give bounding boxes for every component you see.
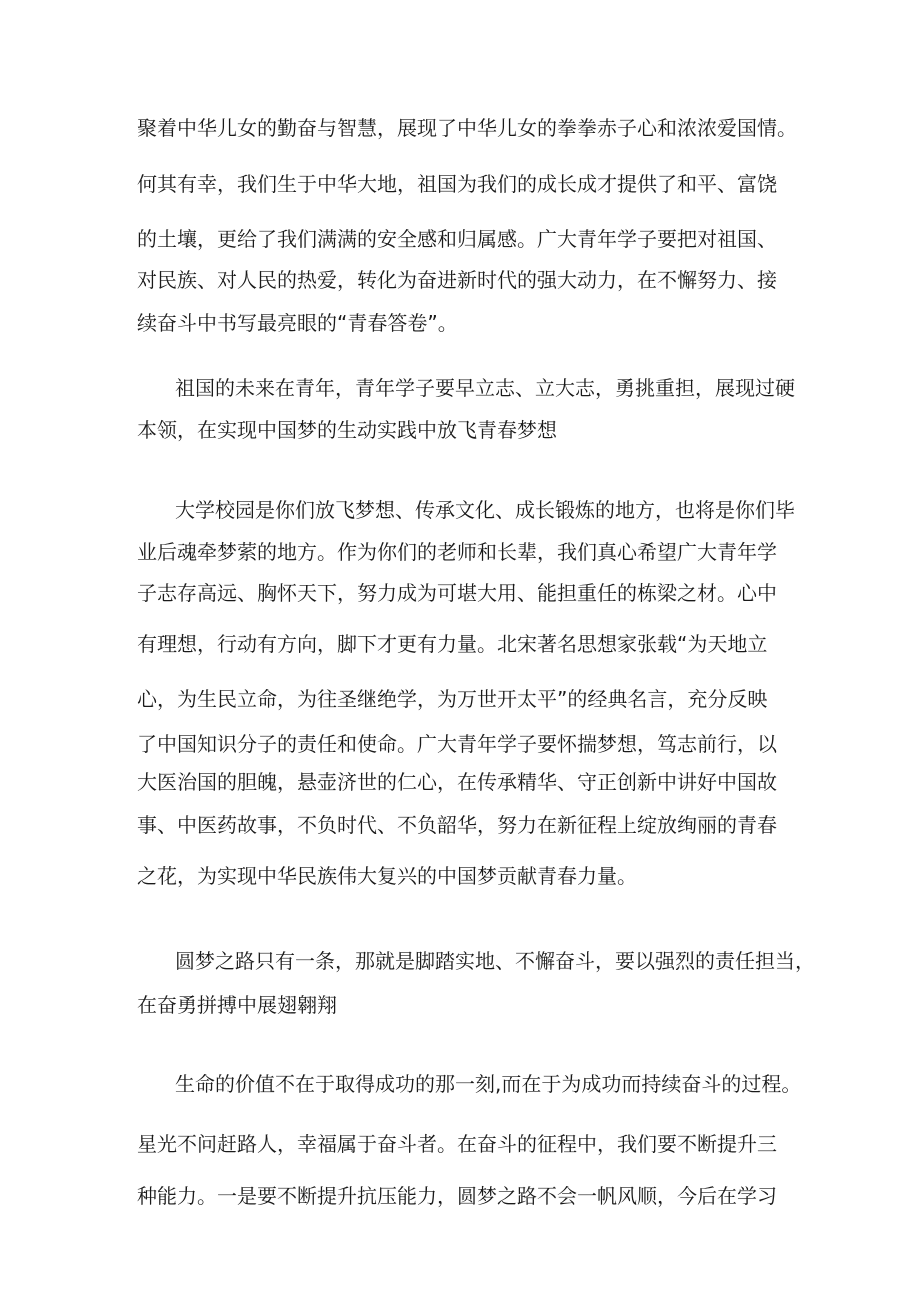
text-line: 续奋斗中书写最亮眼的“青春答卷”。 [137, 311, 458, 335]
section-heading-line: 在奋勇拼搏中展翅翱翔 [137, 993, 337, 1017]
section-heading-line: 圆梦之路只有一条，那就是脚踏实地、不懈奋斗，要以强烈的责任担当， [175, 949, 815, 973]
text-line: 何其有幸，我们生于中华大地，祖国为我们的成长成才提供了和平、富饶 [137, 172, 777, 196]
text-line: 子志存高远、胸怀天下，努力成为可堪大用、能担重任的栋梁之材。心中 [137, 581, 777, 605]
text-line: 对民族、对人民的热爱，转化为奋进新时代的强大动力，在不懈努力、接 [137, 268, 777, 292]
text-line: 生命的价值不在于取得成功的那一刻,而在于为成功而持续奋斗的过程。 [175, 1072, 802, 1096]
text-line: 业后魂牵梦萦的地方。作为你们的老师和长辈，我们真心希望广大青年学 [137, 540, 777, 564]
text-line: 了中国知识分子的责任和使命。广大青年学子要怀揣梦想，笃志前行，以 [137, 732, 777, 756]
section-heading-line: 祖国的未来在青年，青年学子要早立志、立大志，勇挑重担，展现过硬 [175, 376, 795, 400]
text-line: 事、中医药故事，不负时代、不负韶华，努力在新征程上绽放绚丽的青春 [137, 813, 777, 837]
text-line: 大学校园是你们放飞梦想、传承文化、成长锻炼的地方，也将是你们毕 [175, 498, 795, 522]
text-line: 大医治国的胆魄，悬壶济世的仁心，在传承精华、守正创新中讲好中国故 [137, 770, 777, 794]
text-line: 星光不问赶路人，幸福属于奋斗者。在奋斗的征程中，我们要不断提升三 [137, 1132, 777, 1156]
text-line: 之花，为实现中华民族伟大复兴的中国梦贡献青春力量。 [137, 864, 637, 888]
text-line: 种能力。一是要不断提升抗压能力，圆梦之路不会一帆风顺，今后在学习 [137, 1184, 777, 1208]
text-line: 有理想，行动有方向，脚下才更有力量。北宋著名思想家张载“为天地立 [137, 632, 768, 656]
text-line: 心，为生民立命，为往圣继绝学，为万世开太平”的经典名言，充分反映 [137, 687, 768, 711]
section-heading-line: 本领，在实现中国梦的生动实践中放飞青春梦想 [137, 418, 557, 442]
text-line: 的土壤，更给了我们满满的安全感和归属感。广大青年学子要把对祖国、 [137, 227, 777, 251]
text-line: 聚着中华儿女的勤奋与智慧，展现了中华儿女的拳拳赤子心和浓浓爱国情。 [137, 116, 797, 140]
